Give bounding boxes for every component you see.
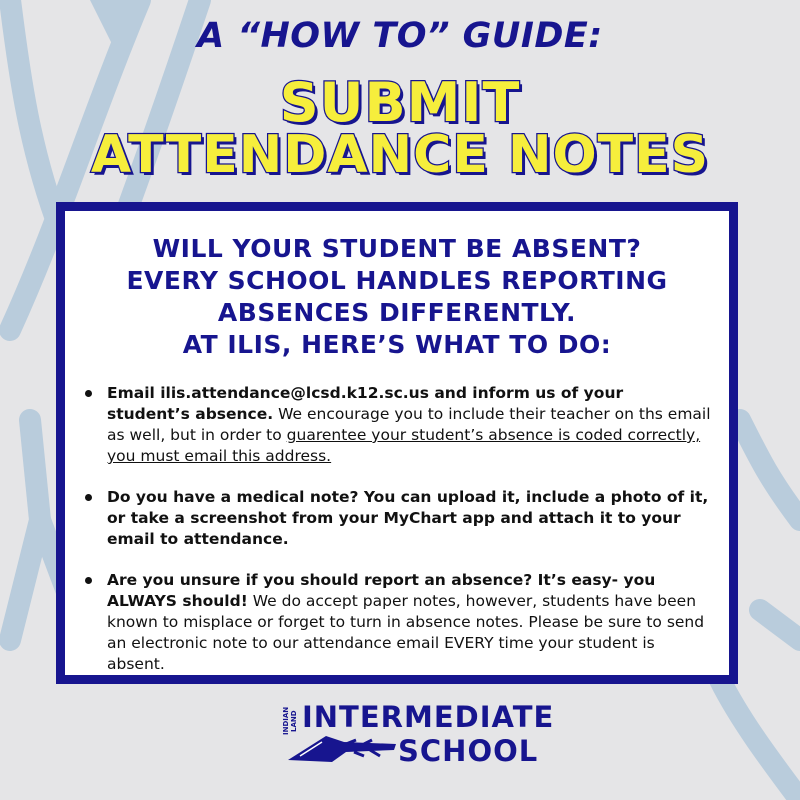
arrowhead-icon <box>286 730 401 766</box>
card-heading <box>65 233 729 361</box>
bullet-icon <box>85 390 92 397</box>
bullet-bold-text: Email ilis.attendance@lcsd.k12.sc.us and inform us of your student’s absence. <box>107 384 624 423</box>
title-line-1: SUBMIT <box>279 71 521 134</box>
bullet-text: We do accept paper notes, however, students have been known to misplace or forget to turn in absence notes. Please be sure to send an electronic note to our attendance email EVERY time your student is absent. <box>107 592 705 673</box>
bullet-bold-text: Are you unsure if you should report an absence? It’s easy- you ALWAYS should! <box>107 571 656 610</box>
bullet-underlined-text: guarentee your student’s absence is coded correctly, you must email this address. <box>107 426 701 465</box>
bullet-icon <box>85 494 92 501</box>
list-item <box>107 570 711 675</box>
heading-line: ABSENCES DIFFERENTLY. <box>217 298 577 327</box>
list-item <box>107 383 711 467</box>
logo-school-text: SCHOOL <box>398 734 539 768</box>
heading-line: EVERY SCHOOL HANDLES REPORTING <box>126 266 668 295</box>
heading-line: AT ILIS, HERE’S WHAT TO DO: <box>182 330 612 359</box>
bullet-text: We encourage you to include their teacher on ths email as well, but in order to <box>107 405 711 444</box>
guide-kicker: A “HOW TO” GUIDE: <box>197 16 603 56</box>
bullet-icon <box>85 577 92 584</box>
info-card <box>56 202 738 684</box>
logo-side-text: INDIAN LAND <box>282 706 298 736</box>
heading-line: WILL YOUR STUDENT BE ABSENT? <box>152 234 642 263</box>
school-logo <box>280 700 555 780</box>
list-item <box>107 487 711 550</box>
bullet-bold-text: Do you have a medical note? You can upload it, include a photo of it, or take a screenshot from your MyChart app and attach it to your email to attendance. <box>107 488 709 548</box>
title-line-2: ATTENDANCE NOTES <box>90 125 710 185</box>
logo-intermediate-text: INTERMEDIATE <box>302 700 555 734</box>
instruction-list <box>65 383 729 675</box>
